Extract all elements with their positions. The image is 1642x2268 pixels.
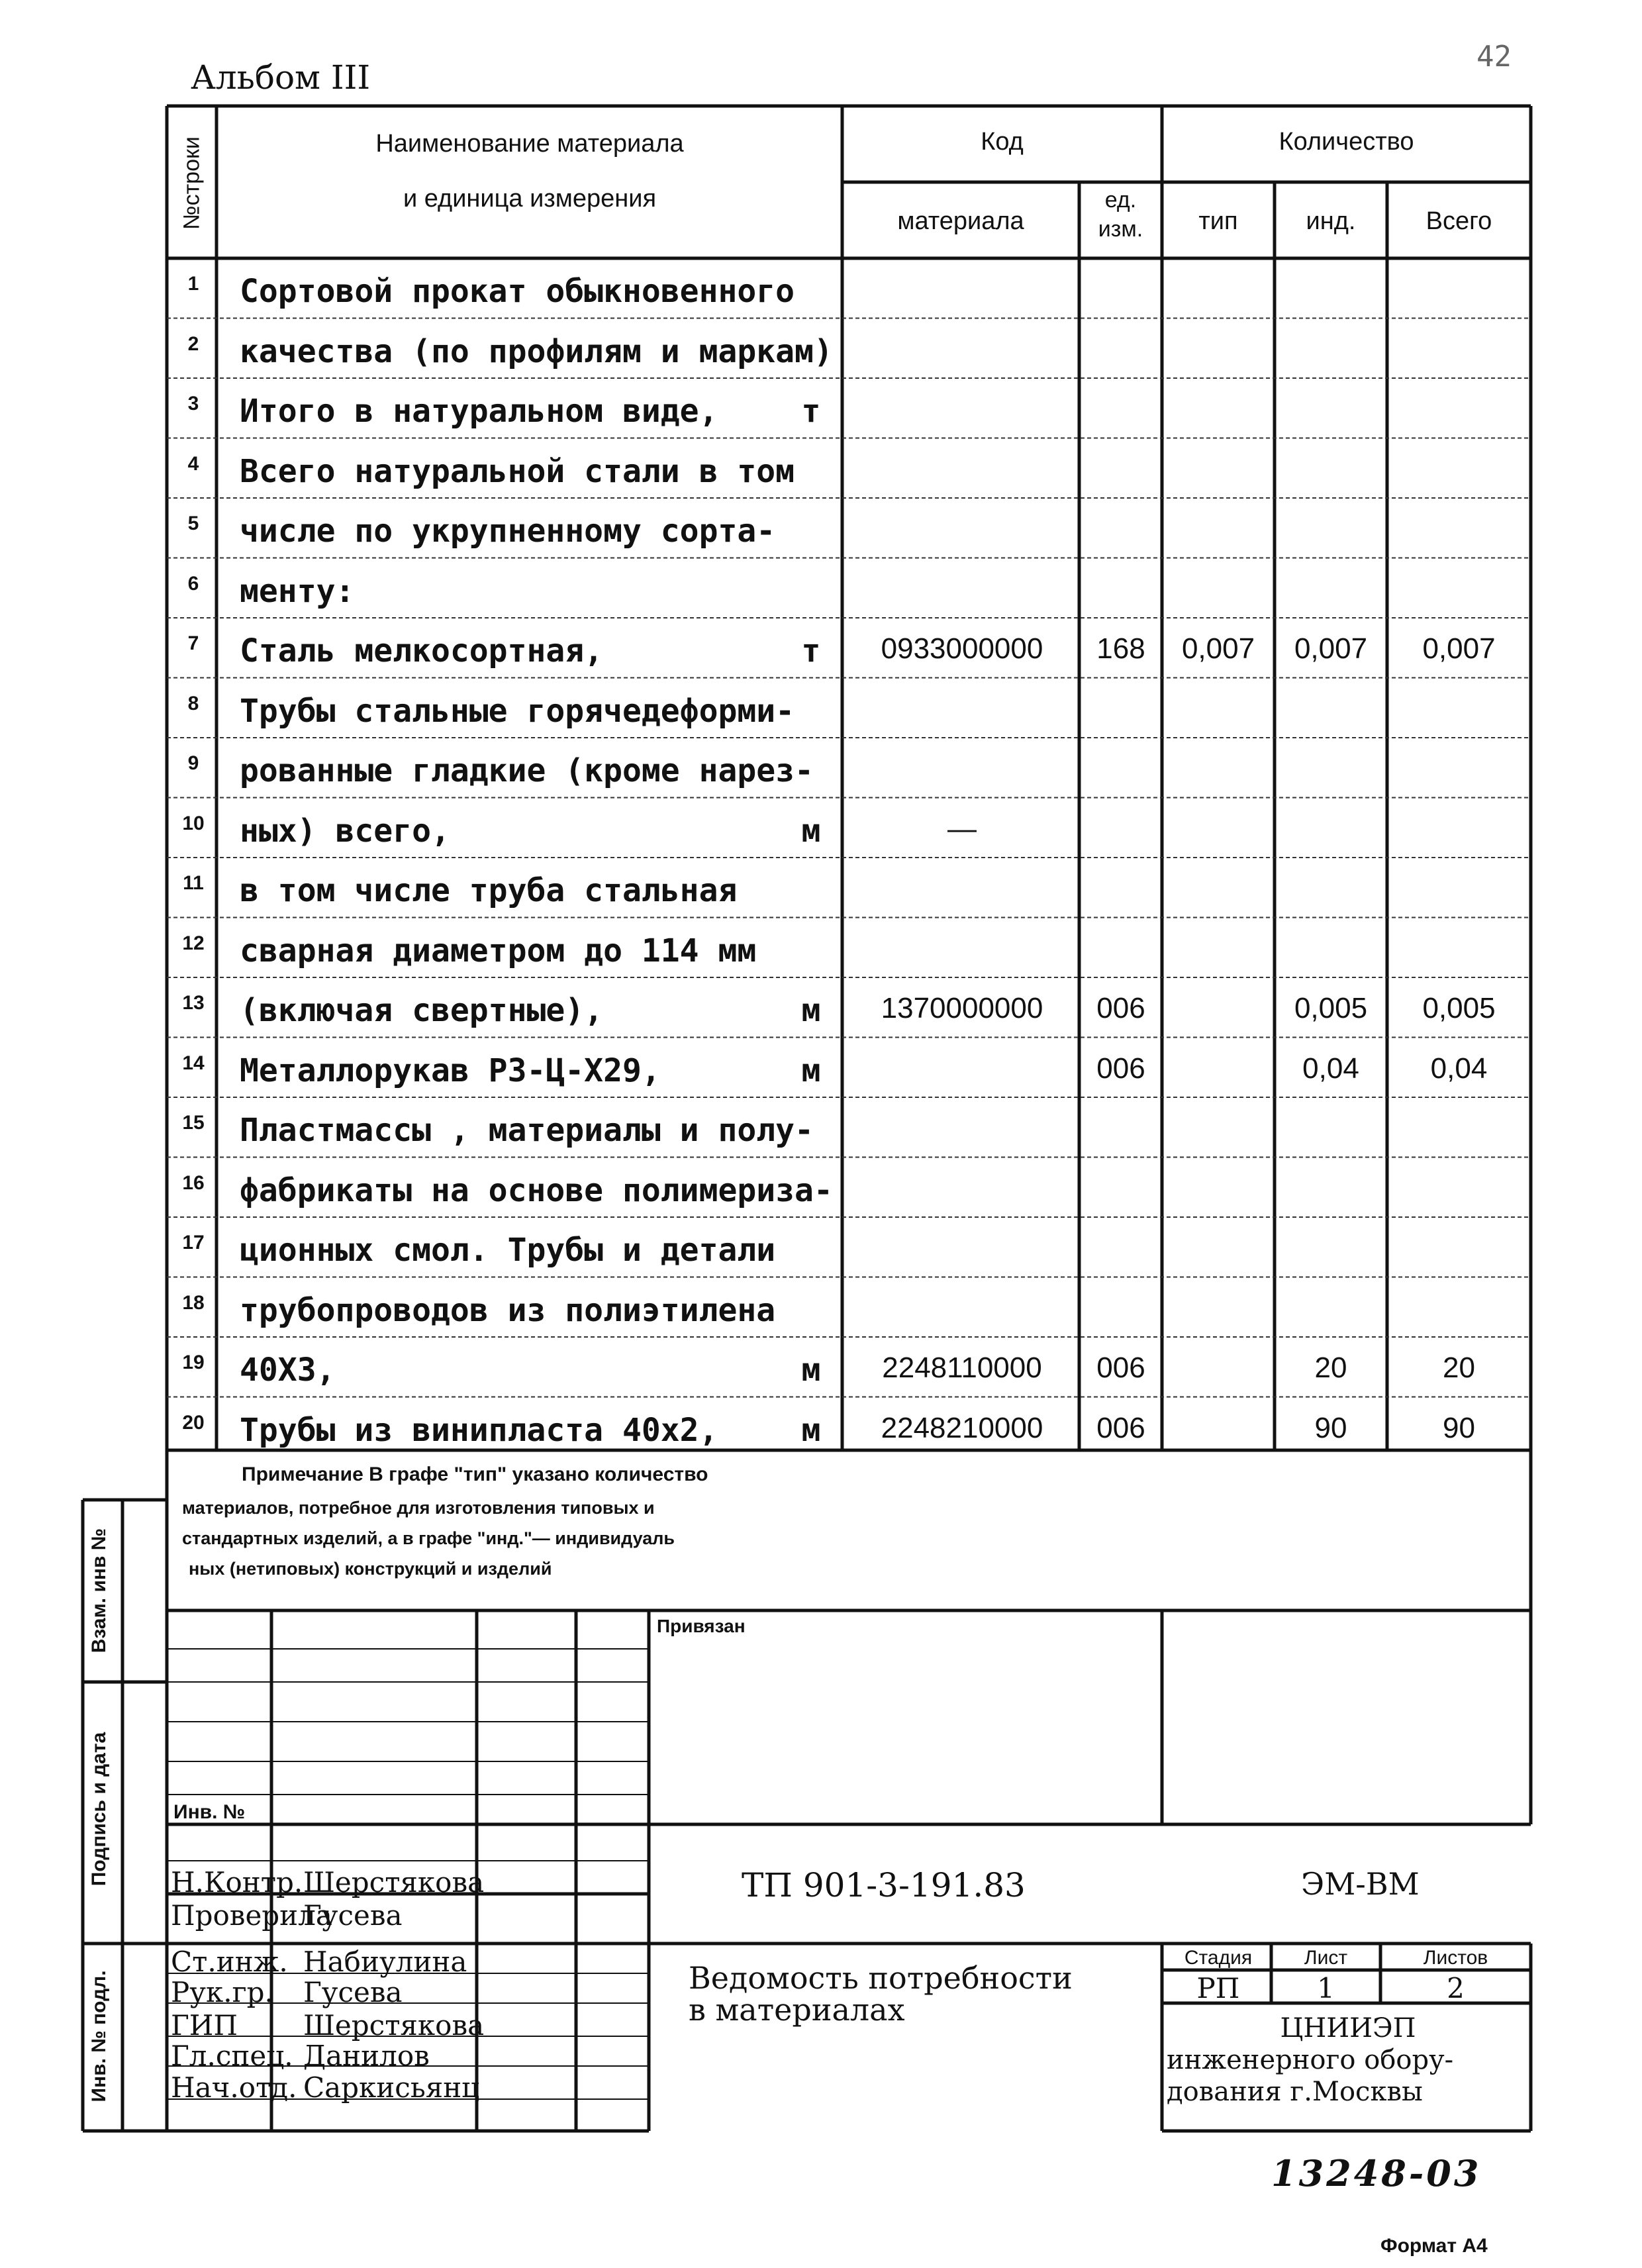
org-line-3: дования г.Москвы [1167, 2077, 1423, 2107]
table-row [0, 1158, 1642, 1218]
row-unit: м [801, 812, 821, 850]
signer-role: Рук.гр. [171, 1976, 273, 2008]
sheet-code: ЭМ-ВМ [1301, 1866, 1420, 1902]
project-code: ТП 901-3-191.83 [742, 1866, 1026, 1904]
row-material-name: Сталь мелкосортная, [240, 632, 604, 669]
row-number: 11 [183, 872, 204, 894]
row-number: 6 [187, 572, 199, 595]
row-qty-ind: 0,005 [1294, 992, 1368, 1024]
row-number: 17 [182, 1232, 205, 1254]
table-row [0, 378, 1642, 438]
row-material-code: 2248210000 [881, 1411, 1043, 1444]
row-material-name: менту: [240, 572, 355, 610]
row-unit-code: 006 [1096, 1052, 1145, 1085]
header-code-unit-1: ед. [1104, 187, 1137, 213]
row-number: 1 [187, 273, 199, 295]
row-qty-ind: 0,04 [1302, 1052, 1359, 1085]
row-material-name: Всего натуральной стали в том [240, 452, 795, 490]
table-row [0, 618, 1642, 678]
page-corner-number: 42 [1476, 40, 1512, 74]
table-row [0, 438, 1642, 499]
row-qty-ind: 0,007 [1294, 632, 1368, 665]
row-material-code: 1370000000 [881, 992, 1043, 1024]
row-material-name: Металлорукав РЗ-Ц-Х29, [240, 1052, 661, 1089]
doc-title-1: Ведомость потребности [689, 1960, 1073, 1996]
row-number: 7 [187, 632, 199, 654]
row-material-name: качества (по профилям и маркам) [240, 332, 833, 370]
row-number: 18 [182, 1291, 205, 1314]
row-qty-type: 0,007 [1181, 632, 1255, 665]
handwritten-number: 13248-03 [1271, 2152, 1482, 2194]
row-material-name: 40Х3, [240, 1352, 336, 1389]
table-row [0, 977, 1642, 1038]
signer-name: Шерстякова [303, 2009, 485, 2042]
row-number: 2 [187, 332, 199, 355]
row-number: 3 [187, 393, 199, 415]
row-unit: м [801, 1052, 821, 1089]
row-unit: т [801, 393, 821, 430]
row-material-name: в том числе труба стальная [240, 872, 738, 909]
row-qty-ind: 90 [1314, 1411, 1347, 1444]
row-unit: м [801, 992, 821, 1029]
signer-name: Данилов [303, 2040, 430, 2072]
signer-role: ГИП [171, 2009, 238, 2042]
org-line-1: ЦНИИЭП [1280, 2013, 1416, 2044]
row-number: 10 [182, 812, 205, 834]
row-material-name: (включая свертные), [240, 992, 604, 1029]
row-material-name: Трубы стальные горячедеформи- [240, 692, 795, 730]
inv-no-label: Инв. № [173, 1801, 246, 1823]
header-qty-total: Всего [1425, 207, 1492, 235]
table-row [0, 798, 1642, 858]
row-material-name: числе по укрупненному сорта- [240, 513, 776, 550]
album-label: Альбом III [191, 58, 371, 97]
sheets-value: 2 [1447, 1972, 1465, 2004]
format-label: Формат А4 [1380, 2235, 1488, 2257]
signer-role: Нач.отд. [171, 2071, 297, 2104]
row-material-name: трубопроводов из полиэтилена [240, 1291, 776, 1329]
row-material-name: фабрикаты на основе полимериза- [240, 1171, 833, 1209]
signer-name: Набиулина [303, 1946, 467, 1978]
row-material-name: ционных смол. Трубы и детали [240, 1232, 776, 1269]
row-unit-code: 168 [1096, 632, 1145, 665]
row-qty-total: 90 [1443, 1411, 1475, 1444]
note-line-3: стандартных изделий, а в графе "инд."— индивидуаль [182, 1528, 675, 1548]
note-line-4: ных (нетиповых) конструкций и изделий [189, 1559, 552, 1579]
privyazan-label: Привязан [657, 1616, 746, 1636]
note-line-2: материалов, потребное для изготовления типовых и [182, 1498, 655, 1518]
stage-value: РП [1196, 1972, 1240, 2004]
row-unit-code: 006 [1096, 992, 1145, 1024]
signer-name: Гусева [303, 1976, 403, 2008]
table-row [0, 258, 1642, 319]
row-material-name: Пластмассы , материалы и полу- [240, 1112, 814, 1149]
side-label-vzam: Взам. инв № [88, 1528, 110, 1653]
table-row [0, 738, 1642, 798]
signer-name: Шерстякова [303, 1866, 485, 1898]
signer-name: Гусева [303, 1899, 403, 1932]
row-number: 9 [187, 752, 199, 774]
stage-header: Стадия [1184, 1947, 1253, 1969]
row-number: 20 [182, 1411, 205, 1434]
table-row [0, 1337, 1642, 1397]
row-material-code: 2248110000 [882, 1352, 1042, 1384]
row-number: 19 [182, 1352, 205, 1373]
signer-role: Гл.спец. [171, 2040, 293, 2072]
sheet-header: Лист [1304, 1947, 1348, 1969]
header-quantity: Количество [1279, 128, 1414, 156]
table-row [0, 558, 1642, 618]
row-qty-total: 20 [1443, 1352, 1475, 1384]
header-name-line2: и единица измерения [403, 185, 657, 213]
row-unit-code: 006 [1096, 1411, 1145, 1444]
header-rowno-cell [167, 106, 217, 258]
row-material-name: рованные гладкие (кроме нарез- [240, 752, 814, 789]
row-qty-ind: 20 [1314, 1352, 1347, 1384]
row-material-code: 0933000000 [881, 632, 1043, 665]
signer-role: Н.Контр. [171, 1866, 303, 1898]
row-unit-code: 006 [1096, 1352, 1145, 1384]
table-row [0, 678, 1642, 738]
row-number: 16 [182, 1171, 205, 1194]
header-code: Код [981, 128, 1024, 156]
row-qty-total: 0,005 [1422, 992, 1496, 1024]
table-row [0, 918, 1642, 978]
sheet-value: 1 [1317, 1972, 1335, 2004]
row-material-name: ных) всего, [240, 812, 450, 850]
header-qty-ind: инд. [1306, 207, 1356, 235]
row-number: 13 [182, 992, 205, 1014]
row-number: 4 [187, 452, 199, 475]
row-unit: т [801, 632, 821, 669]
row-qty-total: 0,007 [1422, 632, 1496, 665]
table-row [0, 858, 1642, 918]
row-qty-total: 0,04 [1430, 1052, 1488, 1085]
header-rowno: №строки [179, 136, 205, 230]
header-name-line1: Наименование материала [375, 130, 684, 158]
row-material-code: — [947, 812, 977, 845]
row-number: 8 [187, 692, 199, 715]
row-material-name: Трубы из винипласта 40х2, [240, 1411, 718, 1449]
header-code-unit-2: изм. [1098, 217, 1143, 242]
signer-role: Ст.инж. [171, 1946, 288, 1978]
header-qty-type: тип [1198, 207, 1238, 235]
row-material-name: сварная диаметром до 114 мм [240, 932, 757, 969]
side-label-podpis: Подпись и дата [88, 1732, 110, 1887]
table-row [0, 1397, 1642, 1457]
row-unit: м [801, 1411, 821, 1449]
table-row [0, 1277, 1642, 1338]
note-line-1: Примечание В графе "тип" указано количество [242, 1463, 708, 1485]
row-unit: м [801, 1352, 821, 1389]
table-row [0, 498, 1642, 558]
row-number: 15 [182, 1112, 205, 1134]
row-number: 12 [182, 932, 205, 954]
row-number: 5 [187, 513, 199, 534]
doc-title-2: в материалах [689, 1992, 905, 2028]
header-code-material: материала [897, 207, 1024, 235]
side-label-inv: Инв. № подл. [88, 1970, 110, 2102]
org-line-2: инженерного обору- [1167, 2045, 1454, 2075]
table-row [0, 1217, 1642, 1277]
row-material-name: Сортовой прокат обыкновенного [240, 273, 795, 310]
table-row [0, 1097, 1642, 1158]
signer-name: Саркисьянц [303, 2071, 480, 2104]
row-material-name: Итого в натуральном виде, [240, 393, 718, 430]
row-number: 14 [182, 1052, 205, 1074]
table-row [0, 319, 1642, 379]
table-row [0, 1038, 1642, 1098]
signer-role: Проверила [171, 1899, 332, 1932]
sheets-header: Листов [1423, 1947, 1488, 1969]
